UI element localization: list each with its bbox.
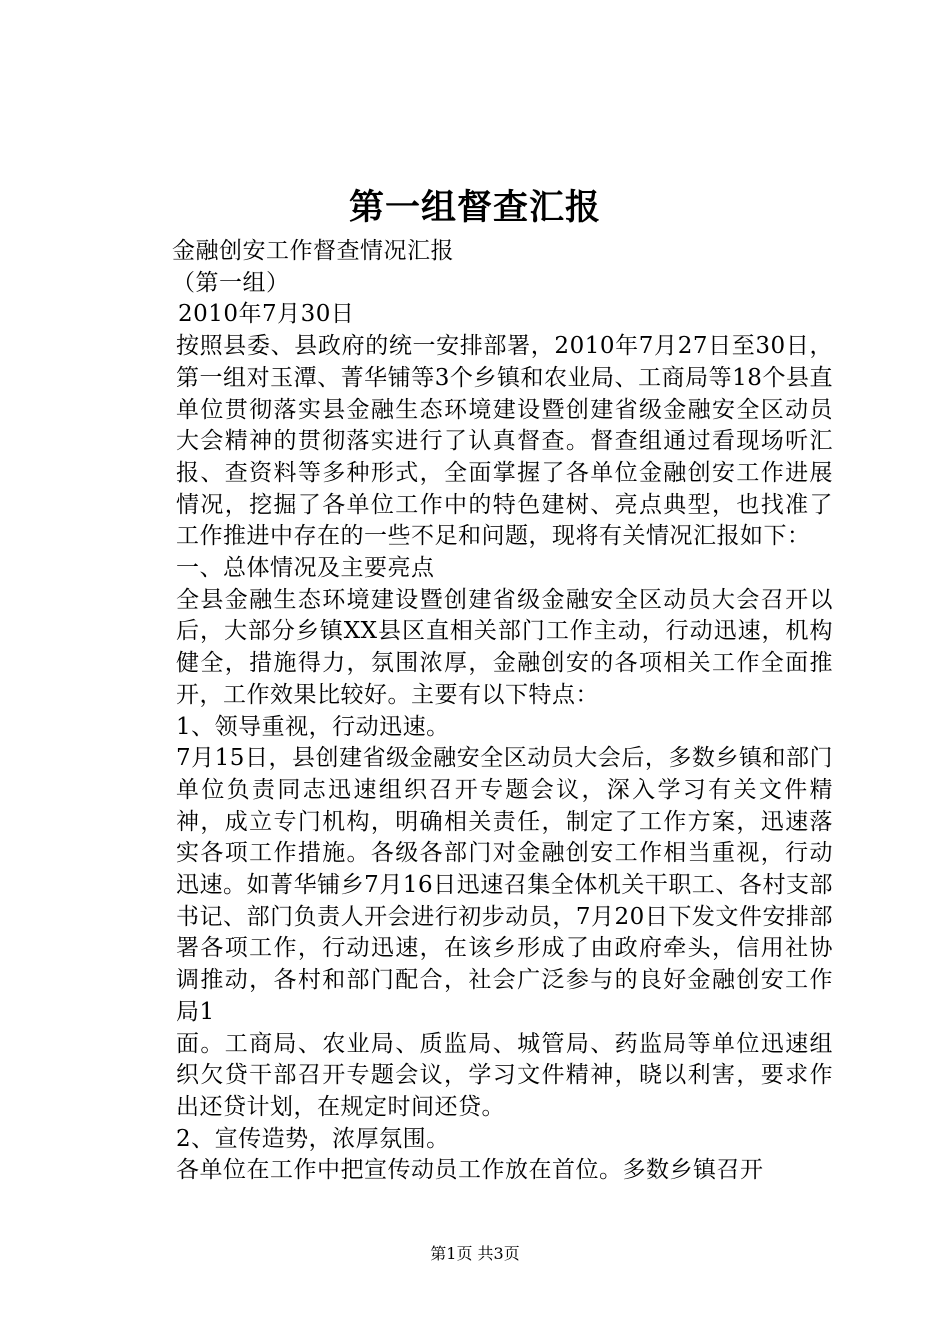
publicity-paragraph: 各单位在工作中把宣传动员工作放在首位。多数乡镇召开	[176, 1157, 764, 1184]
subtitle-paragraph: 金融创安工作督查情况汇报	[172, 238, 454, 264]
document-body	[128, 236, 833, 1187]
subheading-2: 2、宣传造势，浓厚氛围。	[176, 1125, 450, 1152]
leadership-paragraph: 7月15日，县创建省级金融安全区动员大会后，多数乡镇和部门单位负责同志迅速组织召开专题会议，深入学习有关文件精神，成立专门机构，明确相关责任，制定了工作方案，迅速落实各项工作措施。各级各部门对金融创安工作相当重视，行动迅速。如菁华铺乡7月16日迅速召集全体机关干职工、各村支部书记、部门负责人开会进行初步动员，7月20日下发文件安排部署各项工作，行动迅速，在该乡形成了由政府牵头，信用社协调推动，各村和部门配合，社会广泛参与的良好金融创安工作局1	[176, 745, 833, 1025]
group-label-paragraph: （第一组）	[172, 269, 290, 296]
continuation-paragraph: 面。工商局、农业局、质监局、城管局、药监局等单位迅速组织欠贷干部召开专题会议，学习文件精神，晓以利害，要求作出还贷计划，在规定时间还贷。	[176, 1030, 833, 1120]
date-paragraph: 2010年7月30日	[178, 301, 355, 328]
intro-paragraph: 按照县委、县政府的统一安排部署，2010年7月27日至30日，第一组对玉潭、菁华铺等3个乡镇和农业局、工商局等18个县直单位贯彻落实县金融生态环境建设暨创建省级金融安全区动员大会精神的贯彻落实进行了认真督查。督查组通过看现场听汇报、查资料等多种形式，全面掌握了各单位金融创安工作进展情况，挖掘了各单位工作中的特色建树、亮点典型，也找准了工作推进中存在的一些不足和问题，现将有关情况汇报如下：	[176, 333, 833, 550]
page-footer: 第1页 共3页	[430, 1244, 520, 1263]
section-heading-1: 一、总体情况及主要亮点	[176, 555, 435, 582]
overview-paragraph: 全县金融生态环境建设暨创建省级金融安全区动员大会召开以后，大部分乡镇XX县区直相关部门工作主动，行动迅速，机构健全，措施得力，氛围浓厚，金融创安的各项相关工作全面推开，工作效果比较好。主要有以下特点：	[176, 586, 833, 708]
subheading-1: 1、领导重视，行动迅速。	[176, 713, 450, 740]
document-title: 第一组督查汇报	[348, 187, 601, 228]
